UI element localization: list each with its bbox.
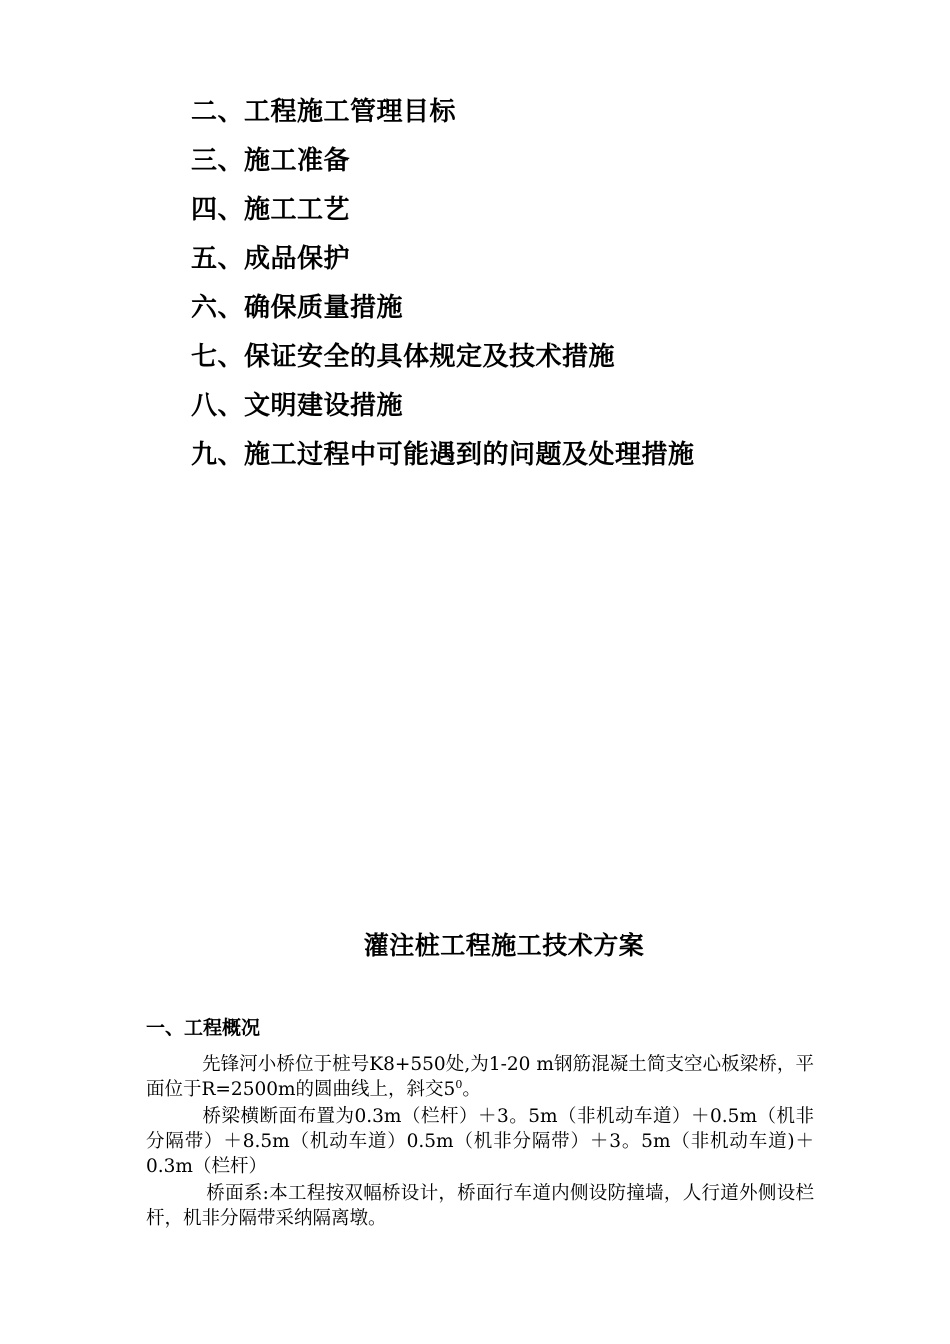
toc-item: 二、工程施工管理目标 (191, 97, 457, 127)
section-heading: 一、工程概况 (146, 1017, 261, 1039)
paragraph-cross-section (146, 1104, 814, 1179)
paragraph-project-overview (146, 1052, 814, 1102)
table-of-contents (191, 88, 695, 480)
paragraph-text: 桥面系:本工程按双幅桥设计，桥面行车道内侧设防撞墙，人行道外侧设栏杆，机非分隔带采纳隔离墩。 (146, 1183, 814, 1229)
paragraph-text: 先锋河小桥位于桩号K8+550处,为1-20 m钢筋混凝土简支空心板梁桥，平面位于R=2500m的圆曲线上，斜交5 (146, 1054, 814, 1100)
degree-superscript: 0 (455, 1078, 463, 1091)
toc-item: 九、施工过程中可能遇到的问题及处理措施 (191, 440, 695, 470)
toc-item: 四、施工工艺 (191, 195, 351, 225)
toc-item: 七、保证安全的具体规定及技术措施 (191, 342, 616, 372)
toc-item: 八、文明建设措施 (191, 391, 404, 421)
toc-item: 三、施工准备 (191, 146, 351, 176)
paragraph-deck-system (146, 1181, 814, 1231)
toc-item: 六、确保质量措施 (191, 293, 404, 323)
paragraph-text-end: 。 (462, 1079, 481, 1100)
toc-item: 五、成品保护 (191, 244, 351, 274)
paragraph-text: 桥梁横断面布置为0.3m（栏杆）＋3。5m（非机动车道）＋0.5m（机非分隔带）＋8.5m（机动车道）0.5m（机非分隔带）＋3。5m（非机动车道)＋0.3m（栏杆） (146, 1106, 814, 1177)
document-title: 灌注桩工程施工技术方案 (363, 931, 645, 960)
